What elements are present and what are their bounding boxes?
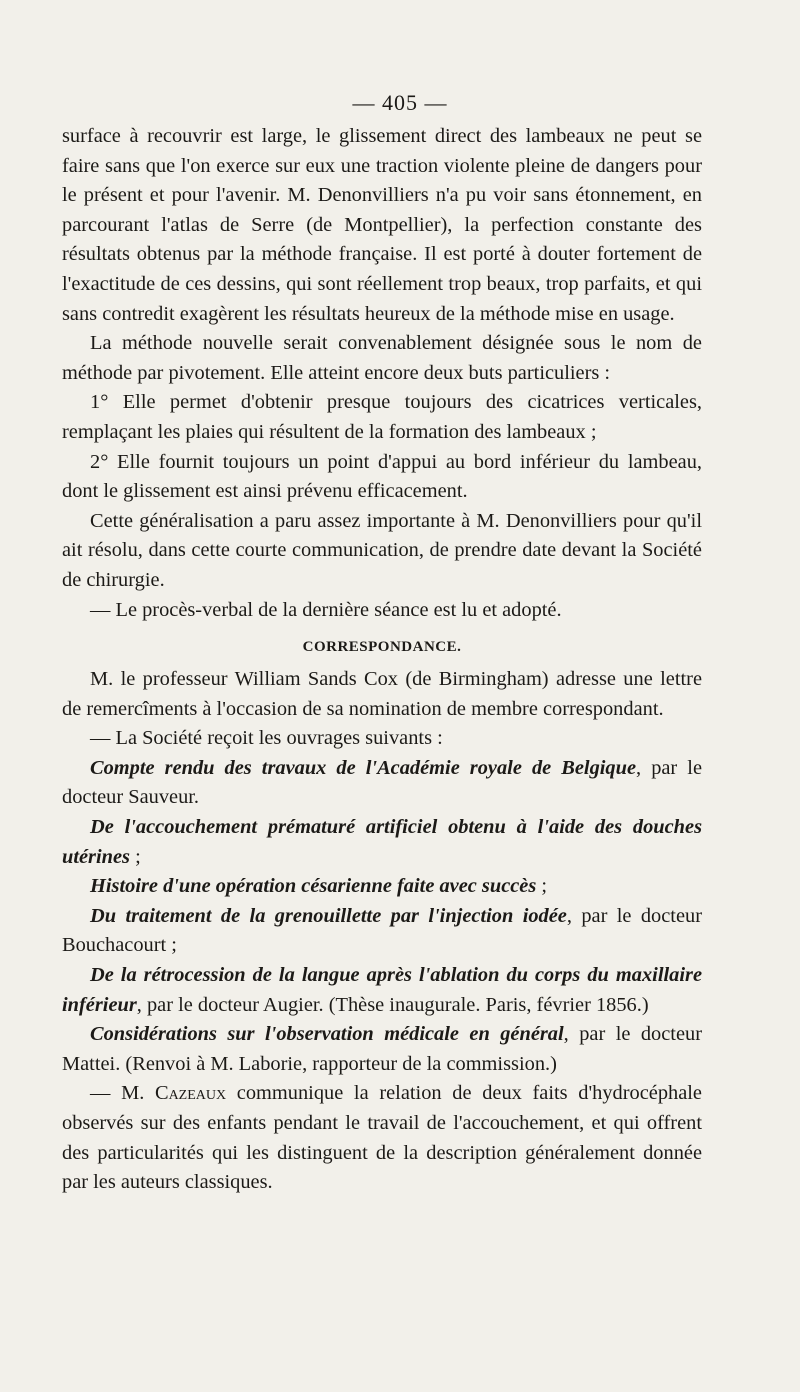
work-detail: , par le docteur Mattei. (Renvoi à M. Laborie, rapporteur de la commission.) (62, 1023, 702, 1075)
work-title: Du traitement de la grenouillette par l'injection iodée (90, 904, 567, 927)
work-entry (62, 754, 702, 813)
dash-prefix: — M. (90, 1082, 155, 1105)
paragraph-point-2: 2° Elle fournit toujours un point d'appui au bord inférieur du lambeau, dont le glissement est ainsi prévenu efficacement. (62, 450, 702, 503)
paragraph-letter: M. le professeur William Sands Cox (de Birmingham) adresse une lettre de remercîments à l'occasion de sa nomination de membre correspondant. (62, 668, 702, 720)
section-heading: CORRESPONDANCE. (302, 639, 462, 656)
work-detail: , par le docteur Sauveur. (62, 756, 703, 809)
work-title: Considérations sur l'observation médicale en général (90, 1023, 564, 1046)
work-title: Compte rendu des travaux de l'Académie royale de Belgique (90, 756, 637, 779)
paragraph-pivot-method: La méthode nouvelle serait convenablement désignée sous le nom de méthode par pivotement. Elle atteint encore deux buts particuliers : (62, 332, 702, 384)
work-entry (62, 813, 702, 872)
work-entry (62, 872, 702, 902)
paragraph-continuation: surface à recouvrir est large, le glissement direct des lambeaux ne peut se faire sans que l'on exerce sur eux une traction violente pleine de dangers pour le présent et pour l'avenir. M. Denonvilliers n'a pu voir sans étonnement, en parcourant l'atlas de Serre (de Montpellier), la perfection constante des résultats obtenus par la méthode française. Il est porté à douter fortement de l'exactitude de ces dessins, qui sont réellement trop beaux, trop parfaits, et qui sans contredit exagèrent les résultats heureux de la méthode mise en usage. (62, 125, 702, 325)
paragraph-cazeaux (62, 1079, 702, 1197)
work-entry (62, 961, 702, 1020)
work-detail: , par le docteur Augier. (Thèse inaugurale. Paris, février 1856.) (136, 993, 649, 1016)
document-body (62, 122, 702, 1198)
author-name: Cazeaux (154, 1082, 227, 1105)
paragraph-text: communique la relation de deux faits d'hydrocéphale observés sur des enfants pendant le travail de l'accouchement, et qui offrent des particularités qui les distinguent de la description généralement donnée par les auteurs classiques. (62, 1082, 702, 1194)
work-title: De la rétrocession de la langue après l'ablation du corps du maxillaire inférieur (62, 964, 702, 1016)
paragraph-generalisation: Cette généralisation a paru assez importante à M. Denonvilliers pour qu'il ait résolu, dans cette courte communication, de prendre date devant la Société de chirurgie. (62, 509, 702, 591)
page-number: — 405 — (352, 90, 448, 115)
paragraph-point-1: 1° Elle permet d'obtenir presque toujours des cicatrices verticales, remplaçant les plaies qui résultent de la formation des lambeaux ; (62, 391, 702, 443)
work-detail: ; (129, 845, 141, 868)
work-title: De l'accouchement prématuré artificiel obtenu à l'aide des douches utérines (62, 816, 702, 868)
work-entry (62, 1020, 702, 1079)
work-title: Histoire d'une opération césarienne faite avec succès (90, 875, 537, 898)
work-entry (62, 902, 702, 961)
paragraph-proces-verbal: — Le procès-verbal de la dernière séance est lu et adopté. (90, 598, 562, 621)
work-detail: ; (536, 875, 548, 898)
work-detail: , par le docteur Bouchacourt ; (62, 904, 702, 957)
paragraph-works-intro: — La Société reçoit les ouvrages suivants : (90, 727, 443, 750)
